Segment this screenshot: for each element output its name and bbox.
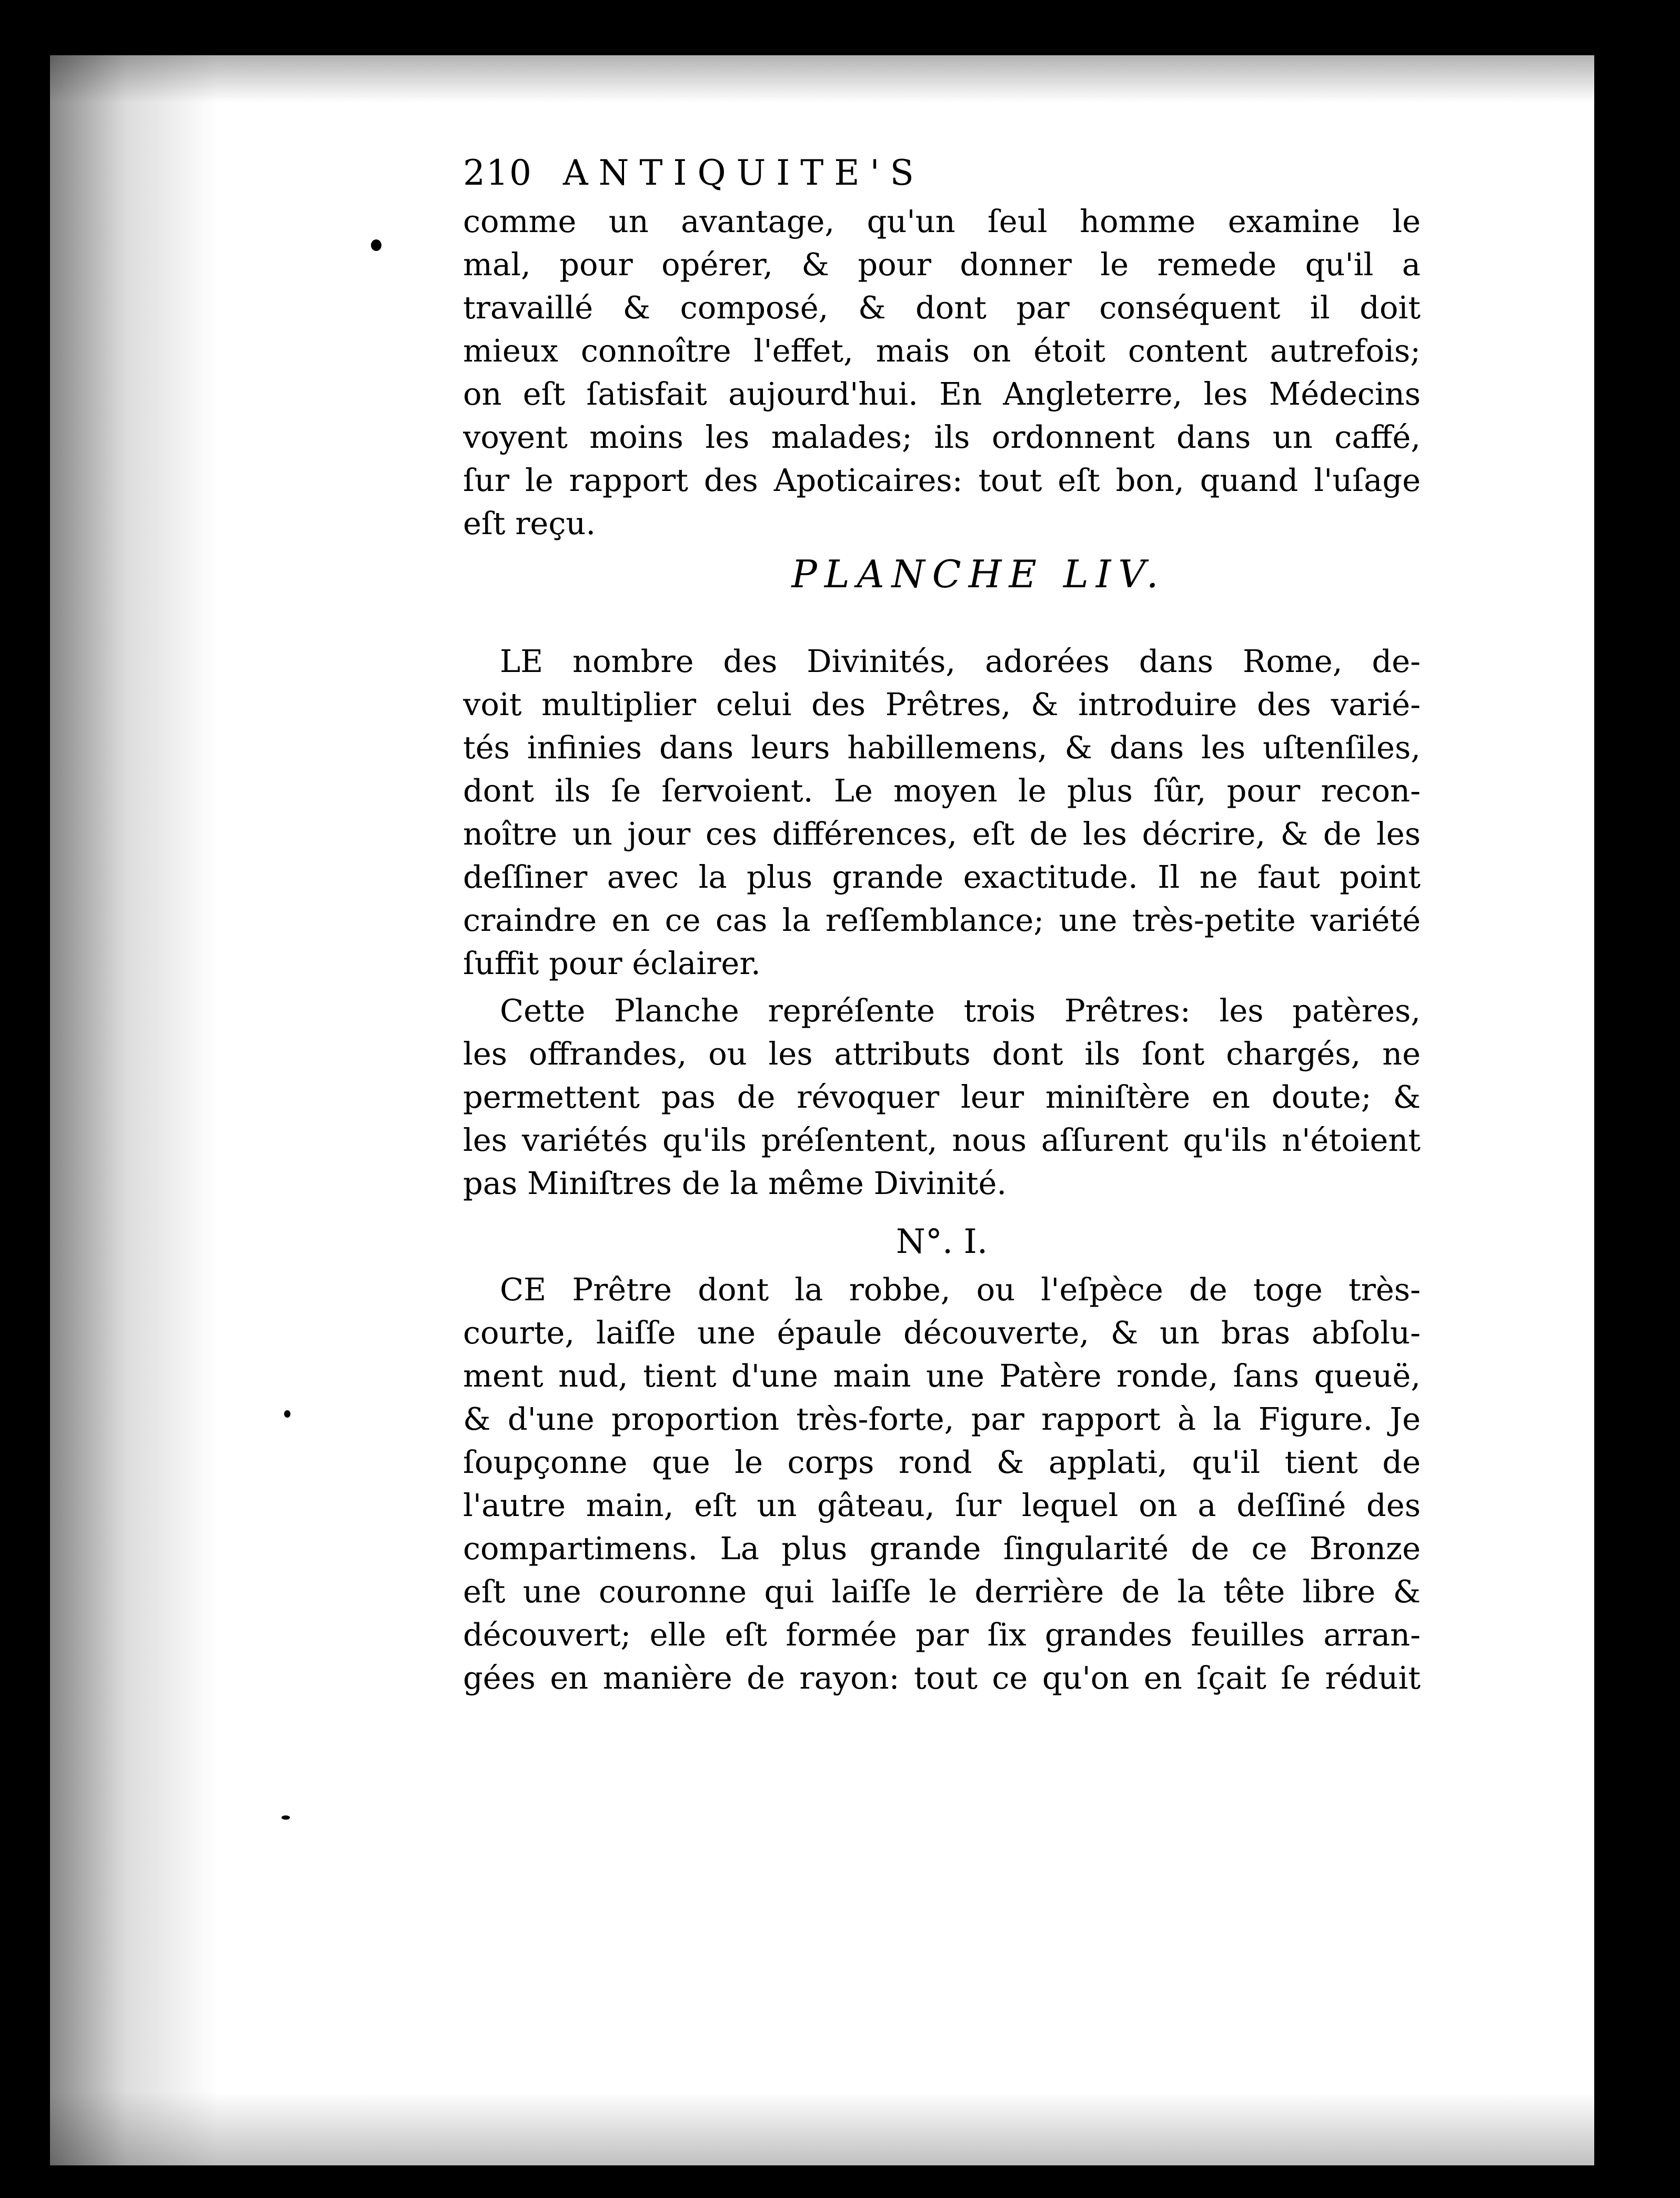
text-line: voyent moins les malades; ils ordonnent dans un caffé, [463, 419, 1421, 455]
text-line: deſſiner avec la plus grande exactitude. Il ne faut point [463, 859, 1421, 895]
scan-shadow-left [50, 55, 218, 2165]
text-line: tés infinies dans leurs habillemens, & dans les uſtenſiles, [463, 729, 1421, 766]
plate-heading: PLANCHE LIV. [791, 552, 1166, 596]
text-line: gées en manière de rayon: tout ce qu'on en ſçait ſe réduit [463, 1660, 1421, 1696]
running-head [463, 153, 1421, 200]
text-line: & d'une proportion très-forte, par rapport à la Figure. Je [463, 1401, 1421, 1437]
text-line: comme un avantage, qu'un ſeul homme examine le [463, 203, 1421, 239]
text-line: ment nud, tient d'une main une Patère ronde, ſans queuë, [463, 1358, 1421, 1394]
paragraph-continued [463, 200, 1421, 545]
text-line: on eſt ſatisfait aujourd'hui. En Angleterre, les Médecins [463, 376, 1421, 412]
text-line: eſt reçu. [463, 505, 596, 541]
text-line: eſt une couronne qui laiſſe le derrière de la tête libre & [463, 1573, 1421, 1610]
text-line: compartimens. La plus grande ſingularité de ce Bronze [463, 1530, 1421, 1567]
paragraph-gap [463, 985, 1421, 989]
text-line: LE nombre des Divinités, adorées dans Rome, de- [500, 643, 1421, 679]
text-line: noître un jour ces différences, eſt de les décrire, & de les [463, 816, 1421, 852]
text-line: ſur le rapport des Apoticaires: tout eſt bon, quand l'uſage [463, 462, 1421, 498]
text-line: ſuffit pour éclairer. [463, 945, 761, 981]
text-line: les variétés qu'ils préſentent, nous aſſurent qu'ils n'étoient [463, 1122, 1421, 1158]
text-line: travaillé & composé, & dont par conséquent il doit [463, 289, 1421, 326]
scan-shadow-bottom [50, 2092, 1615, 2165]
text-line: pas Miniſtres de la même Divinité. [463, 1165, 1007, 1201]
page-number: 210 [463, 153, 532, 193]
text-line: CE Prêtre dont la robbe, ou l'eſpèce de toge très- [500, 1271, 1421, 1308]
paragraph-divinities [463, 640, 1421, 985]
paragraph-plate-description [463, 989, 1421, 1205]
scan-edge-right [1594, 55, 1615, 2165]
text-line: mal, pour opérer, & pour donner le remede qu'il a [463, 246, 1421, 283]
ink-speck [281, 1815, 290, 1820]
section-number: N°. I. [896, 1222, 988, 1261]
text-line: les offrandes, ou les attributs dont ils ſont chargés, ne [463, 1036, 1421, 1072]
text-line: permettent pas de révoquer leur miniſtère en doute; & [463, 1079, 1421, 1115]
ink-speck [371, 239, 381, 251]
text-line: courte, laiſſe une épaule découverte, & un bras abſolu- [463, 1314, 1421, 1351]
text-line: ſoupçonne que le corps rond & applati, qu'il tient de [463, 1444, 1421, 1480]
running-title: ANTIQUITE'S [563, 153, 924, 193]
text-line: découvert; elle eſt formée par ſix grandes feuilles arran- [463, 1617, 1421, 1653]
page-text [463, 153, 1421, 1700]
ink-speck [284, 1410, 290, 1418]
text-line: Cette Planche repréſente trois Prêtres: les patères, [500, 992, 1421, 1029]
text-line: dont ils ſe ſervoient. Le moyen le plus ſûr, pour recon- [463, 772, 1421, 809]
text-line: craindre en ce cas la reſſemblance; une très-petite variété [463, 902, 1421, 938]
text-line: mieux connoître l'effet, mais on étoit content autrefois; [463, 333, 1421, 369]
text-line: voit multiplier celui des Prêtres, & introduire des varié- [463, 686, 1421, 722]
paragraph-priest-one [463, 1268, 1421, 1700]
text-line: l'autre main, eſt un gâteau, ſur lequel on a deſſiné des [463, 1487, 1421, 1523]
scan-shadow-top [50, 55, 1615, 103]
